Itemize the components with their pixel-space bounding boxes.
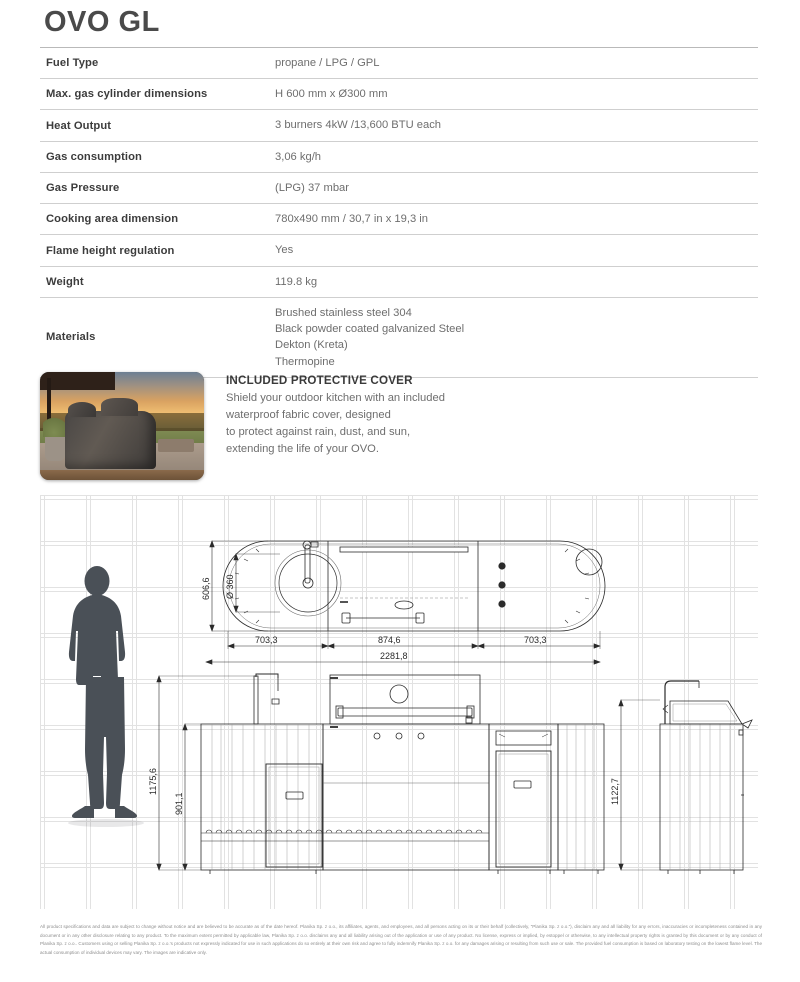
spec-value xyxy=(275,172,758,203)
disclaimer-text: All product specifications and data are subject to change without notice and are believed to be accurate as of the date hereof. Planika Sp. z o.o., its affiliates, agents, and employees, and all persons acting on its or their behalf (collectively, “Planika Sp. z o.o.”), disclaim any and all liability for any errors, inaccuracies or incompleteness contained in any document or in any other disclosure relating to any product. To the maximum extent permitted by applicable law, Planika Sp. z o.o. disclaims any and all liability arising out of the application or use of any product. No license, express or implied, by estoppel or otherwise, to any intellectual property rights is granted by this document or by any conduct of Planika Sp. z o.o.. Customers using or selling Planika Sp. z o.o.’s products not expressly indicated for use in such applications do so entirely at their own risk and agree to fully indemnify Planika Sp. z o.o. for any damages arising or resulting from such use or sale. The provided fuel consumption is based on laboratory testing on the lowest flame level. The actual consumption of individual devices may vary. The images are indicative only. xyxy=(40,924,762,956)
photo-bench xyxy=(158,439,194,452)
protective-cover-photo xyxy=(40,372,204,480)
spec-label: Heat Output xyxy=(46,119,112,132)
dim-segment-center: 874,6 xyxy=(378,635,401,645)
dim-segment-left: 703,3 xyxy=(255,635,278,645)
dim-side-height: 1122,7 xyxy=(610,778,620,805)
spec-label: Fuel Type xyxy=(46,57,99,70)
spec-value-line: 3 burners 4kW /13,600 BTU each xyxy=(275,119,442,132)
table-row xyxy=(40,172,758,203)
table-row xyxy=(40,141,758,172)
spec-value xyxy=(275,141,758,172)
table-row xyxy=(40,266,758,297)
dim-total-height: 1175,6 xyxy=(148,768,158,795)
dim-segment-right: 703,3 xyxy=(524,635,547,645)
photo-deck xyxy=(40,470,204,480)
photo-roof-overhang xyxy=(40,372,115,390)
spec-value xyxy=(275,266,758,297)
cover-text-block xyxy=(226,372,445,480)
elevation-dimension-labels xyxy=(148,768,620,815)
spec-value xyxy=(275,48,758,79)
spec-label: Materials xyxy=(46,331,96,344)
table-row xyxy=(40,297,758,377)
photo-plant xyxy=(43,415,64,437)
technical-drawing-panel xyxy=(40,495,758,909)
spec-label: Flame height regulation xyxy=(46,244,175,257)
table-row xyxy=(40,48,758,79)
dim-overall-length: 2281,8 xyxy=(380,651,408,661)
table-row xyxy=(40,110,758,141)
spec-value xyxy=(275,79,758,110)
specification-table xyxy=(40,47,758,378)
page-title: OVO GL xyxy=(44,6,160,38)
spec-value xyxy=(275,235,758,266)
spec-value-line: (LPG) 37 mbar xyxy=(275,181,349,194)
spec-value-line: 119.8 kg xyxy=(275,275,318,288)
spec-value-line: 780x490 mm / 30,7 in x 19,3 in xyxy=(275,213,428,226)
spec-value-line: propane / LPG / GPL xyxy=(275,57,380,69)
cover-heading: INCLUDED PROTECTIVE COVER xyxy=(226,374,413,387)
spec-value xyxy=(275,297,758,377)
human-scale-silhouette xyxy=(68,566,144,827)
table-row xyxy=(40,204,758,235)
spec-value-line: 3,06 kg/h xyxy=(275,150,322,163)
dim-top-view-height: 606,6 xyxy=(201,577,211,600)
photo-covered-kitchen xyxy=(65,411,157,469)
table-row xyxy=(40,235,758,266)
spec-value-line: Dekton (Kreta) xyxy=(275,339,348,352)
spec-label: Max. gas cylinder dimensions xyxy=(46,88,208,101)
spec-value-line: Thermopine xyxy=(275,355,335,368)
front-elevation xyxy=(201,674,604,874)
plan-view-dimensions xyxy=(206,541,600,664)
table-row xyxy=(40,79,758,110)
spec-label: Gas Pressure xyxy=(46,182,120,195)
dim-sink-diameter: Ø 360 xyxy=(225,574,235,599)
spec-label: Weight xyxy=(46,275,84,288)
spec-label: Cooking area dimension xyxy=(46,213,179,226)
cover-body-line: to protect against rain, dust, and sun, xyxy=(226,426,411,439)
cover-body-line: Shield your outdoor kitchen with an included xyxy=(226,392,445,404)
side-elevation xyxy=(660,681,752,874)
spec-value-line: Brushed stainless steel 304 xyxy=(275,306,412,319)
spec-value-line: H 600 mm x Ø300 mm xyxy=(275,88,388,101)
spec-value xyxy=(275,110,758,141)
cover-body-line: waterproof fabric cover, designed xyxy=(226,409,391,422)
spec-value xyxy=(275,204,758,235)
included-protective-cover-section xyxy=(40,372,758,480)
spec-value-line: Yes xyxy=(275,244,294,257)
dim-counter-height: 901,1 xyxy=(174,792,184,815)
plan-view xyxy=(223,541,605,631)
spec-label: Gas consumption xyxy=(46,150,142,163)
cover-body-line: extending the life of your OVO. xyxy=(226,443,379,456)
spec-value-line: Black powder coated galvanized Steel xyxy=(275,323,465,336)
legal-disclaimer xyxy=(40,923,762,958)
specification-table-body xyxy=(40,48,758,378)
technical-drawing-svg xyxy=(40,495,758,909)
